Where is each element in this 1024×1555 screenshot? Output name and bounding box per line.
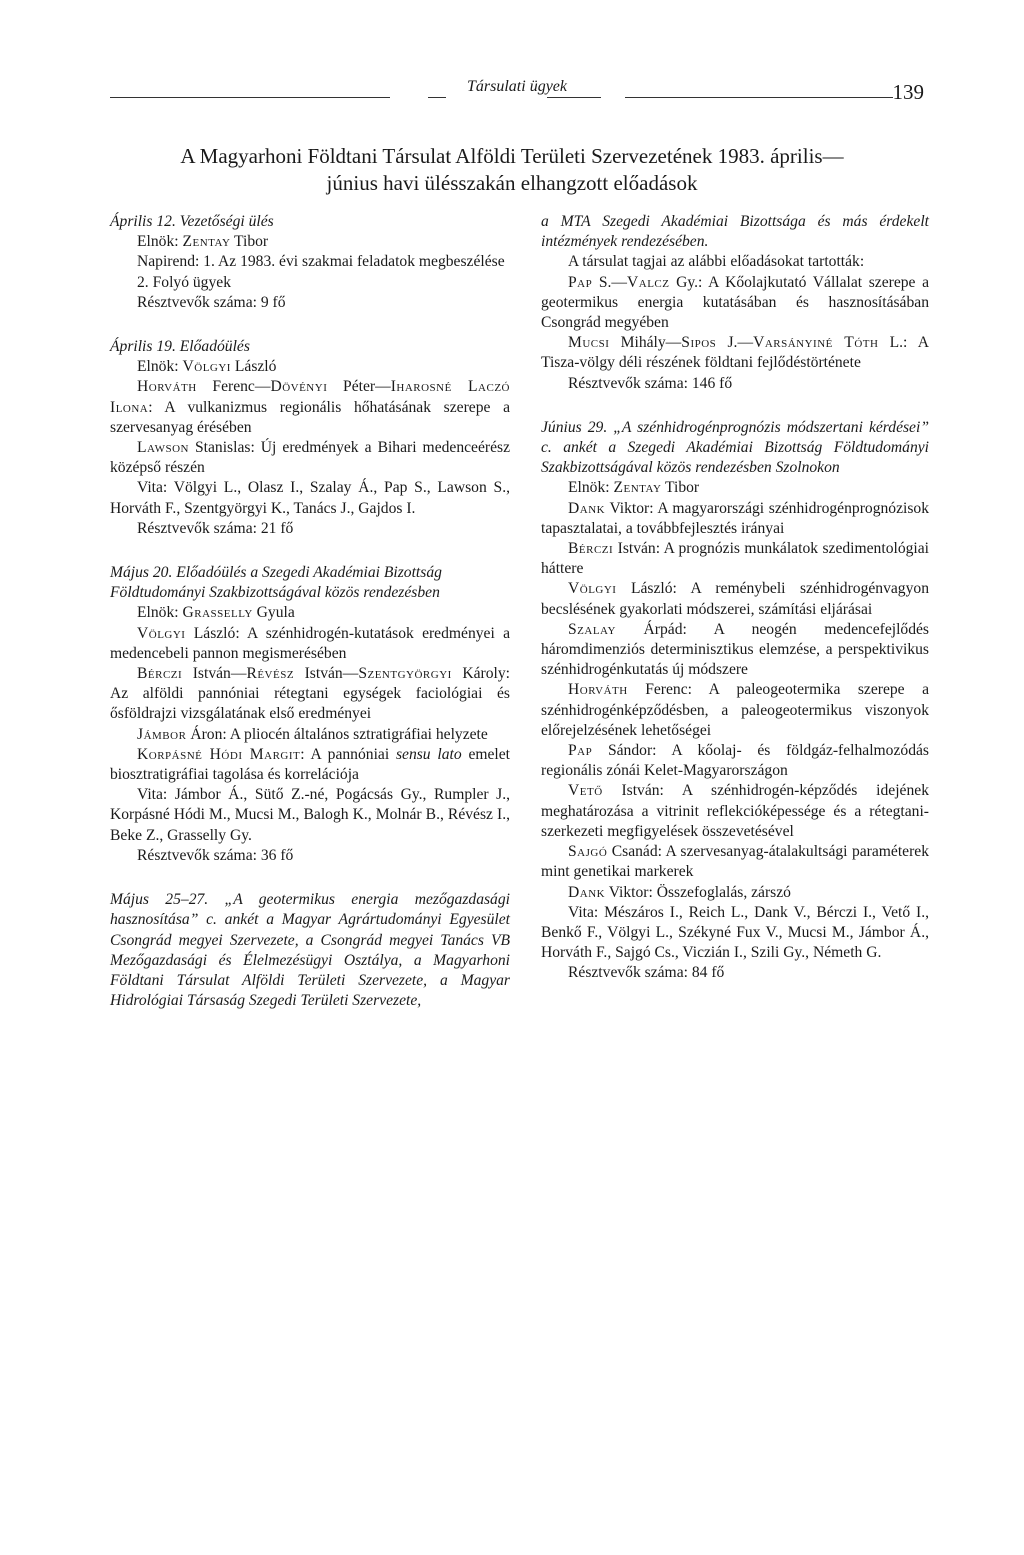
attendance: Résztvevők száma: 84 fő: [568, 964, 725, 982]
session-april-19: [110, 337, 510, 539]
discussion: Vita: Jámbor Á., Sütő Z.-né, Pogácsás Gy., Rumpler J., Korpásné Hódi M., Mucsi M., Balogh K., Molnár B., Révész I., Beke Z., Grasselly Gy.: [110, 786, 510, 844]
lecture-entry: Pap S.—Valcz Gy.: A Kőolajkutató Vállalat szerepe a geotermikus energia kutatásában és hasznosításában Csongrád megyében: [541, 273, 929, 332]
running-title: Társulati ügyek: [467, 78, 567, 95]
agenda-item: Napirend: 1. Az 1983. évi szakmai feladatok megbeszélése: [137, 253, 505, 271]
lecture-entry: Völgyi László: A reménybeli szénhidrogénvagyon becslésének gyakorlati módszerei, számítási eljárásai: [541, 580, 929, 618]
chair-line: Elnök: Völgyi László: [137, 358, 277, 376]
session-april-12: [110, 212, 510, 313]
session-heading: Április 19. Előadóülés: [110, 338, 250, 356]
lecture-entry: Bérczi István—Révész István—Szentgyörgyi Károly: Az alföldi pannóniai rétegtani egységek faciológiai és ősföldrajzi vizsgálatának első eredményei: [110, 665, 510, 723]
title-line-2: június havi ülésszakán elhangzott előadások: [326, 171, 698, 195]
lecture-entry: Sajgó Csanád: A szervesanyag-átalakultsági paraméterek mint genetikai markerek: [541, 843, 929, 881]
session-heading: Június 29. „A szénhidrogénprognózis módszertani kérdései” c. ankét a Szegedi Akadémiai Bizottság Földtudományi Szakbizottságával közös rendezésben Szolnokon: [541, 418, 929, 477]
lecture-entry: Lawson Stanislas: Új eredmények a Bihari medenceérész középső részén: [110, 439, 510, 477]
session-heading: Május 20. Előadóülés a Szegedi Akadémiai Bizottság Földtudományi Szakbizottságával közös rendezésben: [110, 564, 442, 602]
lecture-entry: Mucsi Mihály—Sipos J.—Varsányiné Tóth L.: A Tisza-völgy déli részének földtani fejlődéstörténete: [541, 334, 929, 372]
left-column: [110, 212, 510, 1011]
session-may-25-27-continued: [541, 212, 929, 394]
discussion: Vita: Völgyi L., Olasz I., Szalay Á., Pap S., Lawson S., Horváth F., Szentgyörgyi K., Tanács J., Gajdos I.: [110, 479, 510, 517]
lecture-entry: Szalay Árpád: A neogén medencefejlődés háromdimenziós determinisztikus elemzése, a perspektivikus szénhidrogénkutatás új módszere: [541, 620, 929, 679]
header-rule-left: [110, 97, 390, 98]
lecture-entry: Vető István: A szénhidrogén-képződés idejének meghatározása a vitrinit reflekcióképessége és a rétegtani-szerkezeti megfigyelések összevetésével: [541, 782, 929, 840]
title-line-1: A Magyarhoni Földtani Társulat Alföldi Területi Szervezetének 1983. április—: [180, 144, 844, 168]
discussion: Vita: Mészáros I., Reich L., Dank V., Bérczi I., Vető I., Benkő F., Völgyi L., Székyné Fux V., Mucsi M., Jámbor Á., Horváth F., Sajgó Cs., Viczián I., Szili Gy., Németh G.: [541, 903, 929, 962]
header-rule-right: [625, 97, 893, 98]
right-column: [541, 212, 929, 984]
chair-line: Elnök: Zentay Tibor: [137, 233, 269, 251]
agenda-item: 2. Folyó ügyek: [137, 273, 231, 291]
lecture-entry: Dank Viktor: Összefoglalás, zárszó: [568, 883, 791, 901]
lecture-entry: Jámbor Áron: A pliocén általános sztratigráfiai helyzete: [137, 725, 488, 743]
article-title: [100, 143, 924, 197]
session-heading-continued: a MTA Szegedi Akadémiai Bizottsága és más érdekelt intézmények rendezésében.: [541, 213, 929, 251]
intro-line: A társulat tagjai az alábbi előadásokat tartották:: [568, 253, 865, 271]
session-heading: Május 25–27. „A geotermikus energia mezőgazdasági hasznosítása” c. ankét a Magyar Agrártudományi Egyesület Csongrád megyei Szervezete, a Csongrád megyei Tanács VB Mezőgazdasági és Élelmezésügyi Osztálya, a Magyarhoni Földtani Társulat Alföldi Területi Szervezete, a Magyar Hidrológiai Társaság Szegedi Területi Szervezete,: [110, 891, 510, 1010]
attendance: Résztvevők száma: 21 fő: [137, 519, 294, 537]
page-number: 139: [892, 80, 924, 104]
attendance: Résztvevők száma: 9 fő: [137, 293, 286, 311]
lecture-entry: Dank Viktor: A magyarországi szénhidrogénprognózisok tapasztalatai, a továbbfejlesztés irányai: [541, 499, 929, 537]
session-heading: Április 12. Vezetőségi ülés: [110, 213, 274, 230]
header-rule-dash: [547, 97, 601, 98]
lecture-entry: Korpásné Hódi Margit: A pannóniai sensu lato emelet biosztratigráfiai tagolása és korrelációja: [110, 745, 510, 784]
lecture-entry: Horváth Ferenc—Dövényi Péter—Iharosné Laczó Ilona: A vulkanizmus regionális hőhatásának szerepe a szervesanyag érésében: [110, 378, 510, 436]
running-head: [110, 66, 924, 116]
session-may-20: [110, 563, 510, 866]
chair-line: Elnök: Zentay Tibor: [568, 479, 700, 497]
attendance: Résztvevők száma: 36 fő: [137, 846, 294, 864]
header-rule-dash: [428, 97, 446, 98]
lecture-entry: Horváth Ferenc: A paleogeotermika szerepe a szénhidrogénképződésben, a paleogeotermikus viszonyok előrejelzésének lehetőségei: [541, 681, 929, 739]
lecture-entry: Pap Sándor: A kőolaj- és földgáz-felhalmozódás regionális zónái Kelet-Magyarországon: [541, 742, 929, 780]
lecture-entry: Bérczi István: A prognózis munkálatok szedimentológiai háttere: [541, 540, 929, 578]
session-may-25-27: [110, 890, 510, 1011]
lecture-entry: Völgyi László: A szénhidrogén-kutatások eredményei a medencebeli pannon megismerésében: [110, 624, 510, 662]
session-june-29: [541, 418, 929, 984]
attendance: Résztvevők száma: 146 fő: [568, 374, 733, 392]
chair-line: Elnök: Grasselly Gyula: [137, 604, 295, 622]
